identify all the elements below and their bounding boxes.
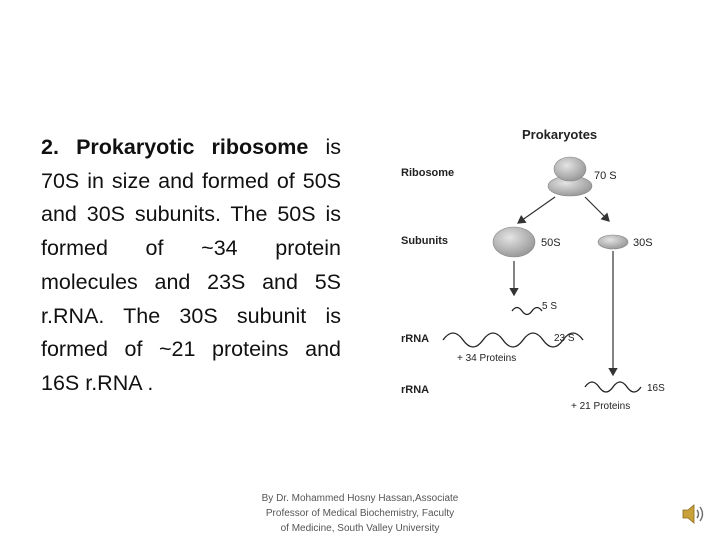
subunit-30s-label: 30S — [633, 237, 653, 249]
proteins-34-label: + 34 Proteins — [457, 353, 517, 364]
row-label-ribosome: Ribosome — [401, 167, 455, 179]
rrna-5s-wave — [512, 308, 542, 315]
rrna-5s-label: 5 S — [542, 301, 558, 312]
ribosome-70s-shape — [548, 157, 592, 196]
row-label-rrna-1: rRNA — [401, 333, 430, 345]
proteins-21-label: + 21 Proteins — [571, 401, 631, 412]
ribosome-size-label: 70 S — [594, 170, 617, 182]
rrna-23s-label: 23 S — [554, 333, 575, 344]
description-paragraph — [41, 131, 341, 401]
diagram-title: Prokaryotes — [522, 127, 598, 142]
ribosome-diagram — [385, 115, 685, 425]
paragraph-number: 2. — [41, 135, 59, 159]
speaker-icon[interactable] — [679, 500, 707, 528]
subunit-50s-shape — [493, 227, 535, 257]
author-credit-line-2: Professor of Medical Biochemistry, Faculty — [265, 508, 455, 519]
paragraph-bold-term: Prokaryotic ribosome — [76, 135, 309, 159]
author-credit — [250, 491, 470, 536]
subunit-30s-shape — [598, 235, 628, 249]
rrna-16s-label: 16S — [647, 383, 665, 394]
row-label-rrna-2: rRNA — [401, 384, 430, 396]
rrna-16s-wave — [585, 382, 641, 392]
arrow-to-30s — [585, 197, 609, 221]
subunit-50s-label: 50S — [541, 237, 561, 249]
arrow-to-50s — [518, 197, 555, 223]
author-credit-line-1: By Dr. Mohammed Hosny Hassan,Associate — [261, 493, 459, 504]
paragraph-text: is 70S in size and formed of 50S and 30S subunits. The 50S is formed of ~34 protein molecules and 23S and 5S r.RNA. The 30S subunit is formed of ~21 proteins and 16S r.RNA . — [41, 135, 342, 395]
row-label-subunits: Subunits — [401, 235, 449, 247]
author-credit-line-3: of Medicine, South Valley University — [280, 523, 440, 534]
